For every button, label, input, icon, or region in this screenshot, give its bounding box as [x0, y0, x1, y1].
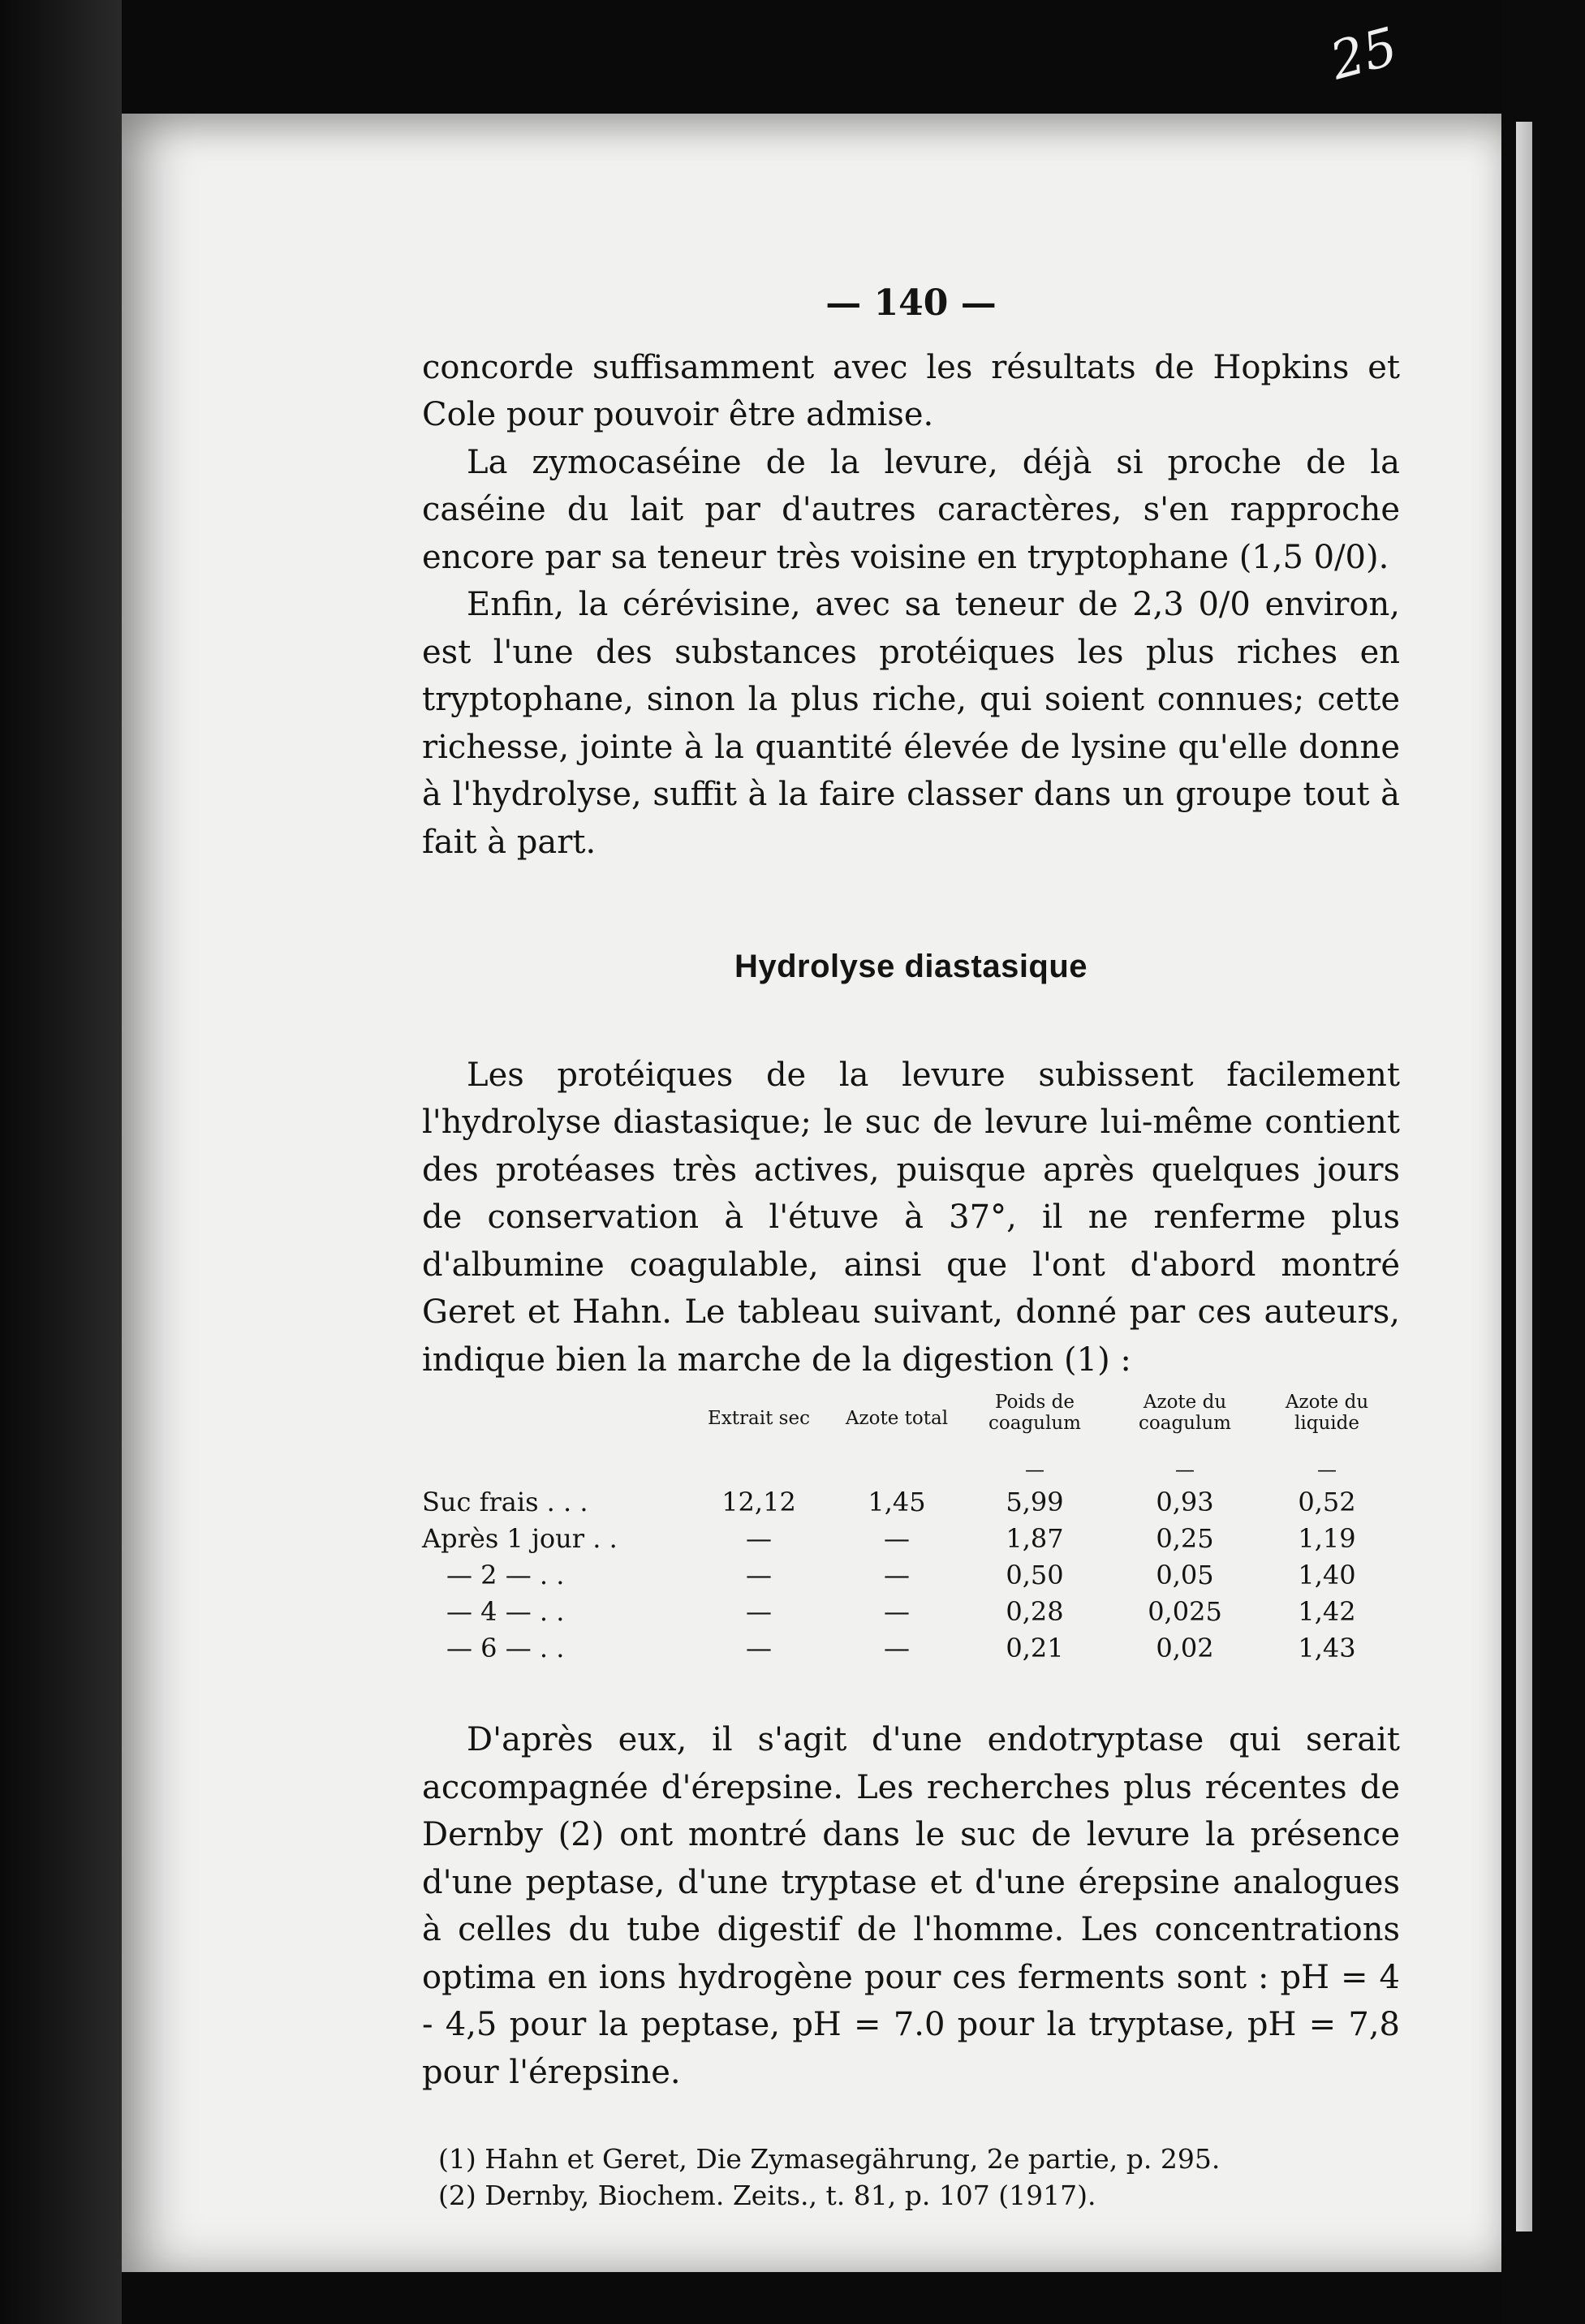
- table-cell: 0,50: [1006, 1560, 1064, 1590]
- intro-paragraph-2: La zymocaséine de la levure, déjà si proche de la caséine du lait par d'autres caractères, s'en rapproche encore par sa teneur très voisine en tryptophane (1,5 0/0).: [422, 443, 1400, 576]
- table-header-rule: —: [1317, 1458, 1337, 1481]
- scan-right-border: [1501, 0, 1585, 2324]
- table-cell: 1,87: [1006, 1523, 1064, 1554]
- table-cell: 1,40: [1298, 1560, 1356, 1590]
- section-paragraph-1: Les protéiques de la levure subissent facilement l'hydrolyse diastasique; le suc de levure lui-même contient des protéases très actives, puisque après quelques jours de conservation à l'étuve à 37°, il ne renferme plus d'albumine coagulable, ainsi que l'ont d'abord montré Geret et Hahn. Le tableau suivant, donné par ces auteurs, indique bien la marche de la digestion (1) :: [422, 1056, 1400, 1379]
- table-row-label: — 4 — . .: [446, 1596, 565, 1627]
- table-row-label: — 6 — . .: [446, 1633, 565, 1663]
- table-cell: 5,99: [1006, 1487, 1064, 1517]
- table-cell: 1,43: [1298, 1633, 1356, 1663]
- section-paragraph-2: D'après eux, il s'agit d'une endotryptase qui serait accompagnée d'érepsine. Les recherches plus récentes de Dernby (2) ont montré dans le suc de levure la présence d'une peptase, d'une tryptase et d'une érepsine analogues à celles du tube digestif de l'homme. Les concentrations optima en ions hydrogène pour ces ferments sont : pH = 4 - 4,5 pour la peptase, pH = 7.0 pour la tryptase, pH = 7,8 pour l'érepsine.: [422, 1721, 1400, 2091]
- table-cell: —: [746, 1523, 772, 1554]
- next-page-edge: [1516, 122, 1532, 2231]
- handwritten-folio-mark: 25: [1324, 16, 1404, 93]
- table-cell: —: [746, 1560, 772, 1590]
- digestion-table: [422, 1392, 1400, 1692]
- table-cell: 0,93: [1156, 1487, 1214, 1517]
- table-header-extrait-sec: Extrait sec: [708, 1408, 810, 1429]
- table-cell: 0,21: [1006, 1633, 1064, 1663]
- table-cell: —: [884, 1560, 910, 1590]
- table-cell: 0,28: [1006, 1596, 1064, 1627]
- footnotes: [422, 2141, 1400, 2214]
- section-title: Hydrolyse diastasique: [734, 949, 1088, 984]
- table-cell: 0,52: [1298, 1487, 1356, 1517]
- table-cell: 1,42: [1298, 1596, 1356, 1627]
- table-row-label: Suc frais . . .: [422, 1487, 588, 1517]
- intro-paragraph-1: concorde suffisamment avec les résultats de Hopkins et Cole pour pouvoir être admise.: [422, 348, 1400, 433]
- table-cell: 0,25: [1156, 1523, 1214, 1554]
- table-cell: —: [884, 1633, 910, 1663]
- table-cell: 0,02: [1156, 1633, 1214, 1663]
- table-row-label: — 2 — . .: [446, 1560, 565, 1590]
- table-row-label: Après 1 jour . .: [422, 1523, 618, 1554]
- table-cell: 1,45: [868, 1487, 926, 1517]
- table-cell: —: [746, 1633, 772, 1663]
- table-header-rule: —: [1175, 1458, 1195, 1481]
- table-header-azote-total: Azote total: [845, 1408, 949, 1429]
- scan-left-border: [0, 0, 122, 2324]
- table-header-azote-liquide: Azote du liquide: [1285, 1392, 1369, 1434]
- footnote-1: (1) Hahn et Geret, Die Zymasegährung, 2e partie, p. 295.: [438, 2143, 1221, 2175]
- table-cell: 0,05: [1156, 1560, 1214, 1590]
- table-header-rule: —: [1025, 1458, 1044, 1481]
- page-number: — 140 —: [825, 282, 997, 324]
- intro-paragraph-3: Enfin, la cérévisine, avec sa teneur de 2,3 0/0 environ, est l'une des substances protéiques les plus riches en tryptophane, sinon la plus riche, qui soient connues; cette richesse, jointe à la quantité élevée de lysine qu'elle donne à l'hydrolyse, suffit à la faire classer dans un groupe tout à fait à part.: [422, 586, 1400, 861]
- table-cell: 0,025: [1148, 1596, 1222, 1627]
- table-cell: —: [884, 1596, 910, 1627]
- footnote-2: (2) Dernby, Biochem. Zeits., t. 81, p. 107 (1917).: [438, 2180, 1096, 2211]
- page-content: [422, 280, 1400, 2214]
- table-cell: 12,12: [721, 1487, 796, 1517]
- table-cell: —: [746, 1596, 772, 1627]
- table-header-azote-coagulum: Azote du coagulum: [1139, 1392, 1231, 1434]
- table-header-poids-coagulum: Poids de coagulum: [988, 1392, 1081, 1434]
- table-cell: 1,19: [1298, 1523, 1356, 1554]
- table-cell: —: [884, 1523, 910, 1554]
